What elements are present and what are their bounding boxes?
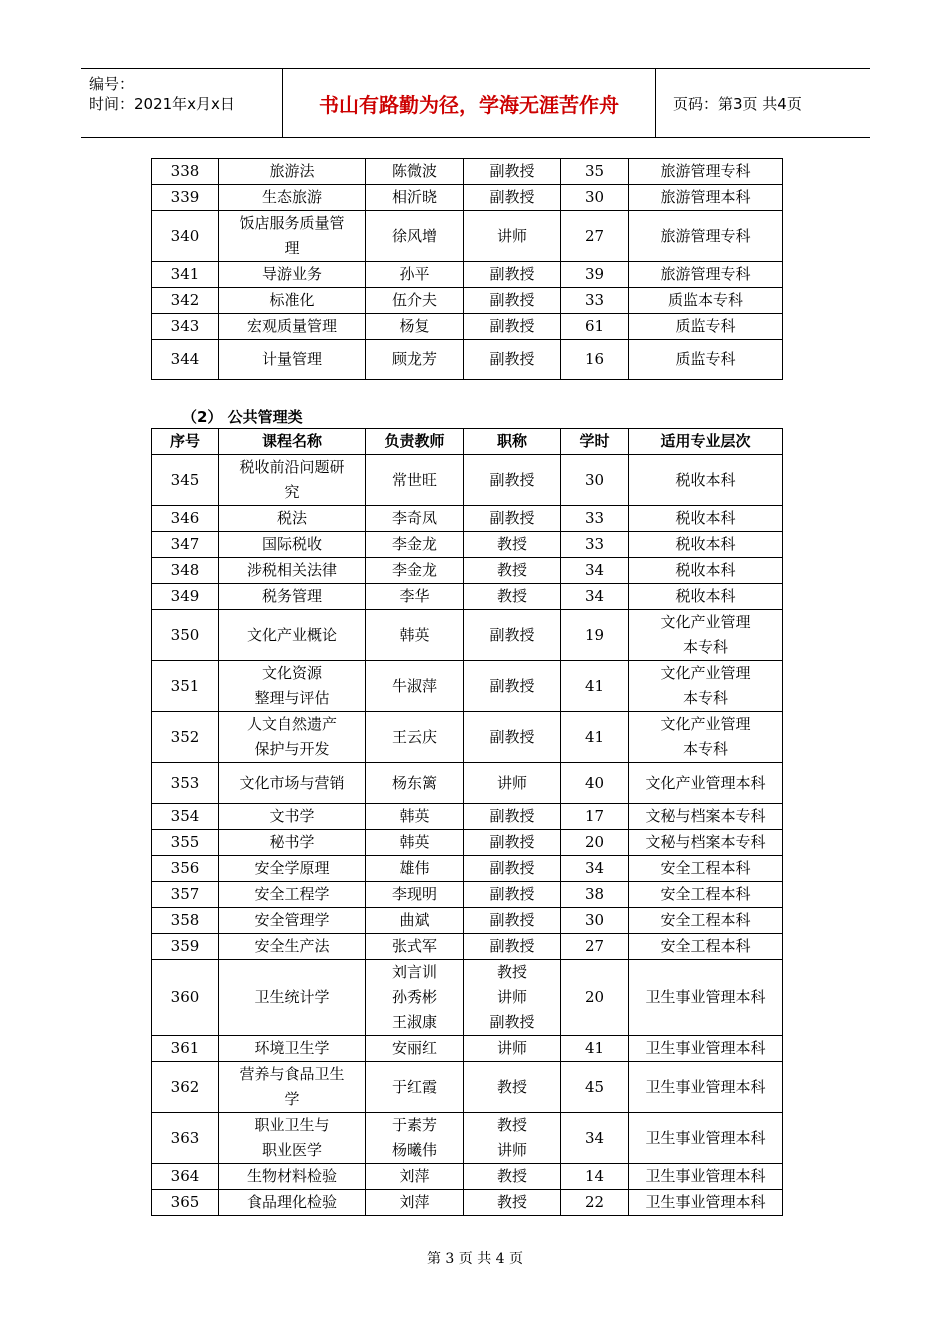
cell-hours: 61	[561, 314, 629, 340]
cell-course-name: 税务管理	[219, 584, 366, 610]
cell-line: 讲师	[496, 988, 527, 1006]
cell-title: 副教授	[464, 856, 561, 882]
cell-title: 教授	[464, 1062, 561, 1113]
cell-title: 副教授	[464, 934, 561, 960]
cell-program: 质监专科	[629, 340, 783, 380]
cell-hours: 34	[561, 558, 629, 584]
cell-program: 税收本科	[629, 532, 783, 558]
cell-index: 356	[152, 856, 219, 882]
cell-hours: 20	[561, 960, 629, 1036]
cell-title: 教授	[464, 532, 561, 558]
table-row	[152, 1062, 783, 1113]
cell-hours: 17	[561, 804, 629, 830]
table-row	[152, 159, 783, 185]
cell-title: 副教授	[464, 661, 561, 712]
cell-hours: 34	[561, 1113, 629, 1164]
cell-line: 饭店服务质量管	[239, 214, 345, 232]
cell-title: 副教授	[464, 185, 561, 211]
cell-line: 职业卫生与	[254, 1116, 330, 1134]
cell-program: 卫生事业管理本科	[629, 960, 783, 1036]
cell-hours: 41	[561, 661, 629, 712]
cell-teacher: 于红霞	[366, 1062, 464, 1113]
cell-hours: 41	[561, 1036, 629, 1062]
cell-program: 卫生事业管理本科	[629, 1190, 783, 1216]
header-meta	[81, 69, 281, 137]
table-row	[152, 830, 783, 856]
cell-program: 旅游管理专科	[629, 262, 783, 288]
cell-course-name: 文化产业概论	[219, 610, 366, 661]
cell-program: 安全工程本科	[629, 882, 783, 908]
cell-teacher: 杨东篱	[366, 763, 464, 804]
time-label: 时间：2021年x月x日	[89, 95, 235, 113]
column-header: 适用专业层次	[629, 429, 783, 455]
cell-program: 卫生事业管理本科	[629, 1062, 783, 1113]
table-row	[152, 455, 783, 506]
cell-title: 副教授	[464, 506, 561, 532]
table-row	[152, 763, 783, 804]
cell-program: 旅游管理专科	[629, 211, 783, 262]
cell-teacher: 曲斌	[366, 908, 464, 934]
cell-teacher: 伍介夫	[366, 288, 464, 314]
column-header: 职称	[464, 429, 561, 455]
cell-course-name: 税法	[219, 506, 366, 532]
table-row	[152, 584, 783, 610]
cell-line: 人文自然遗产	[246, 715, 337, 733]
cell-course-name	[219, 1113, 366, 1164]
cell-title: 讲师	[464, 1036, 561, 1062]
cell-index: 345	[152, 455, 219, 506]
cell-hours: 22	[561, 1190, 629, 1216]
cell-index: 359	[152, 934, 219, 960]
cell-line: 文化资源	[261, 664, 322, 682]
cell-hours: 33	[561, 506, 629, 532]
cell-program: 卫生事业管理本科	[629, 1036, 783, 1062]
cell-teacher: 安丽红	[366, 1036, 464, 1062]
cell-hours: 30	[561, 908, 629, 934]
cell-title: 副教授	[464, 712, 561, 763]
cell-teacher: 孙平	[366, 262, 464, 288]
table-row	[152, 934, 783, 960]
cell-hours: 34	[561, 856, 629, 882]
cell-title: 副教授	[464, 262, 561, 288]
cell-index: 340	[152, 211, 219, 262]
table-row	[152, 856, 783, 882]
page-indicator-text: 页码：第3页 共4页	[673, 94, 802, 113]
number-label: 编号：	[89, 75, 135, 93]
cell-index: 361	[152, 1036, 219, 1062]
cell-hours: 30	[561, 455, 629, 506]
cell-teacher	[366, 960, 464, 1036]
cell-index: 338	[152, 159, 219, 185]
cell-title: 副教授	[464, 455, 561, 506]
cell-teacher: 牛淑萍	[366, 661, 464, 712]
cell-line: 整理与评估	[254, 689, 330, 707]
cell-title: 副教授	[464, 908, 561, 934]
table-row	[152, 288, 783, 314]
cell-line: 王淑康	[391, 1013, 437, 1031]
cell-teacher: 常世旺	[366, 455, 464, 506]
cell-program: 旅游管理专科	[629, 159, 783, 185]
cell-course-name: 安全管理学	[219, 908, 366, 934]
table-row	[152, 185, 783, 211]
cell-course-name	[219, 211, 366, 262]
cell-line: 税收前沿问题研	[239, 458, 345, 476]
cell-hours: 39	[561, 262, 629, 288]
cell-teacher: 徐风增	[366, 211, 464, 262]
cell-program: 文秘与档案本专科	[629, 830, 783, 856]
cell-program: 税收本科	[629, 558, 783, 584]
cell-title: 副教授	[464, 314, 561, 340]
cell-course-name	[219, 712, 366, 763]
table-row	[152, 1164, 783, 1190]
cell-title: 副教授	[464, 804, 561, 830]
cell-teacher: 王云庆	[366, 712, 464, 763]
cell-course-name: 环境卫生学	[219, 1036, 366, 1062]
cell-teacher	[366, 1113, 464, 1164]
cell-line: 理	[284, 239, 300, 257]
cell-title: 副教授	[464, 610, 561, 661]
cell-index: 348	[152, 558, 219, 584]
cell-line: 于素芳	[391, 1116, 437, 1134]
cell-title: 教授	[464, 558, 561, 584]
cell-course-name: 旅游法	[219, 159, 366, 185]
cell-program: 文化产业管理本科	[629, 763, 783, 804]
cell-course-name: 生态旅游	[219, 185, 366, 211]
table-row	[152, 1113, 783, 1164]
cell-program: 税收本科	[629, 455, 783, 506]
cell-teacher: 李金龙	[366, 532, 464, 558]
cell-program: 安全工程本科	[629, 908, 783, 934]
cell-line: 职业医学	[261, 1141, 322, 1159]
cell-index: 349	[152, 584, 219, 610]
cell-index: 339	[152, 185, 219, 211]
cell-title: 副教授	[464, 830, 561, 856]
table-row	[152, 506, 783, 532]
cell-index: 350	[152, 610, 219, 661]
cell-line: 孙秀彬	[391, 988, 437, 1006]
cell-line: 究	[284, 483, 300, 501]
cell-index: 357	[152, 882, 219, 908]
table-row	[152, 804, 783, 830]
cell-hours: 38	[561, 882, 629, 908]
cell-index: 363	[152, 1113, 219, 1164]
cell-title: 副教授	[464, 340, 561, 380]
table-row	[152, 661, 783, 712]
cell-program: 质监本专科	[629, 288, 783, 314]
cell-program: 质监专科	[629, 314, 783, 340]
column-header: 课程名称	[219, 429, 366, 455]
table-row	[152, 882, 783, 908]
cell-title: 教授	[464, 1190, 561, 1216]
cell-course-name: 卫生统计学	[219, 960, 366, 1036]
cell-index: 353	[152, 763, 219, 804]
cell-hours: 33	[561, 288, 629, 314]
cell-program	[629, 712, 783, 763]
cell-line: 副教授	[489, 1013, 535, 1031]
table-row	[152, 908, 783, 934]
cell-course-name: 生物材料检验	[219, 1164, 366, 1190]
cell-title	[464, 960, 561, 1036]
cell-hours: 30	[561, 185, 629, 211]
cell-hours: 35	[561, 159, 629, 185]
cell-teacher: 雄伟	[366, 856, 464, 882]
cell-line: 教授	[496, 1116, 527, 1134]
cell-title: 副教授	[464, 288, 561, 314]
cell-index: 341	[152, 262, 219, 288]
cell-index: 354	[152, 804, 219, 830]
cell-course-name: 食品理化检验	[219, 1190, 366, 1216]
table-header-row	[152, 429, 783, 455]
table-row	[152, 211, 783, 262]
cell-line: 学	[284, 1090, 300, 1108]
cell-hours: 40	[561, 763, 629, 804]
cell-index: 352	[152, 712, 219, 763]
course-table-public-management	[151, 428, 783, 1216]
cell-title: 教授	[464, 1164, 561, 1190]
cell-course-name: 安全生产法	[219, 934, 366, 960]
cell-index: 365	[152, 1190, 219, 1216]
cell-program	[629, 661, 783, 712]
page-header	[81, 68, 870, 138]
cell-line: 保护与开发	[254, 740, 330, 758]
cell-hours: 16	[561, 340, 629, 380]
cell-line: 文化产业管理	[660, 715, 751, 733]
cell-line: 杨曦伟	[391, 1141, 437, 1159]
cell-teacher: 李华	[366, 584, 464, 610]
cell-course-name: 安全工程学	[219, 882, 366, 908]
column-header: 学时	[561, 429, 629, 455]
table-row	[152, 314, 783, 340]
table-row	[152, 1190, 783, 1216]
cell-course-name	[219, 661, 366, 712]
cell-course-name: 文化市场与营销	[219, 763, 366, 804]
cell-program: 安全工程本科	[629, 856, 783, 882]
cell-index: 346	[152, 506, 219, 532]
cell-course-name: 秘书学	[219, 830, 366, 856]
cell-index: 347	[152, 532, 219, 558]
cell-title: 副教授	[464, 882, 561, 908]
cell-teacher: 陈微波	[366, 159, 464, 185]
cell-teacher: 李现明	[366, 882, 464, 908]
cell-teacher: 韩英	[366, 610, 464, 661]
cell-title: 讲师	[464, 763, 561, 804]
cell-hours: 34	[561, 584, 629, 610]
cell-course-name: 宏观质量管理	[219, 314, 366, 340]
cell-hours: 19	[561, 610, 629, 661]
header-motto: 书山有路勤为径，学海无涯苦作舟	[282, 69, 656, 137]
cell-hours: 14	[561, 1164, 629, 1190]
cell-index: 355	[152, 830, 219, 856]
cell-program: 税收本科	[629, 506, 783, 532]
cell-hours: 27	[561, 211, 629, 262]
cell-index: 364	[152, 1164, 219, 1190]
cell-course-name: 文书学	[219, 804, 366, 830]
cell-program: 税收本科	[629, 584, 783, 610]
cell-teacher: 刘萍	[366, 1190, 464, 1216]
cell-title: 副教授	[464, 159, 561, 185]
column-header: 负责教师	[366, 429, 464, 455]
section-title: （2） 公共管理类	[182, 408, 303, 426]
cell-program: 卫生事业管理本科	[629, 1113, 783, 1164]
cell-teacher: 韩英	[366, 804, 464, 830]
cell-course-name: 计量管理	[219, 340, 366, 380]
table-row	[152, 610, 783, 661]
cell-teacher: 韩英	[366, 830, 464, 856]
cell-index: 362	[152, 1062, 219, 1113]
page-indicator	[665, 69, 870, 137]
cell-program: 文秘与档案本专科	[629, 804, 783, 830]
cell-line: 刘言训	[391, 963, 437, 981]
cell-course-name: 标准化	[219, 288, 366, 314]
cell-index: 358	[152, 908, 219, 934]
table-row	[152, 712, 783, 763]
cell-hours: 20	[561, 830, 629, 856]
cell-teacher: 杨复	[366, 314, 464, 340]
cell-line: 讲师	[496, 1141, 527, 1159]
cell-index: 343	[152, 314, 219, 340]
cell-hours: 33	[561, 532, 629, 558]
cell-hours: 41	[561, 712, 629, 763]
cell-course-name	[219, 1062, 366, 1113]
cell-title	[464, 1113, 561, 1164]
cell-title: 讲师	[464, 211, 561, 262]
cell-line: 本专科	[682, 740, 728, 758]
page-footer: 第 3 页 共 4 页	[426, 1251, 524, 1267]
cell-line: 本专科	[682, 638, 728, 656]
cell-line: 教授	[496, 963, 527, 981]
cell-index: 351	[152, 661, 219, 712]
cell-title: 教授	[464, 584, 561, 610]
column-header: 序号	[152, 429, 219, 455]
table-row	[152, 1036, 783, 1062]
cell-teacher: 李金龙	[366, 558, 464, 584]
cell-line: 文化产业管理	[660, 613, 751, 631]
cell-index: 360	[152, 960, 219, 1036]
cell-course-name: 国际税收	[219, 532, 366, 558]
cell-index: 344	[152, 340, 219, 380]
cell-course-name: 导游业务	[219, 262, 366, 288]
table-row	[152, 262, 783, 288]
table-row	[152, 340, 783, 380]
cell-program: 卫生事业管理本科	[629, 1164, 783, 1190]
cell-index: 342	[152, 288, 219, 314]
cell-teacher: 顾龙芳	[366, 340, 464, 380]
cell-line: 营养与食品卫生	[239, 1065, 345, 1083]
cell-teacher: 张式军	[366, 934, 464, 960]
table-row	[152, 960, 783, 1036]
table-row	[152, 558, 783, 584]
cell-course-name	[219, 455, 366, 506]
cell-hours: 27	[561, 934, 629, 960]
cell-line: 本专科	[682, 689, 728, 707]
cell-program: 旅游管理本科	[629, 185, 783, 211]
cell-line: 文化产业管理	[660, 664, 751, 682]
cell-teacher: 相沂晓	[366, 185, 464, 211]
cell-program: 安全工程本科	[629, 934, 783, 960]
cell-teacher: 刘萍	[366, 1164, 464, 1190]
course-table-tourism	[151, 158, 783, 380]
cell-course-name: 安全学原理	[219, 856, 366, 882]
table-row	[152, 532, 783, 558]
cell-course-name: 涉税相关法律	[219, 558, 366, 584]
cell-hours: 45	[561, 1062, 629, 1113]
cell-program	[629, 610, 783, 661]
cell-teacher: 李奇凤	[366, 506, 464, 532]
